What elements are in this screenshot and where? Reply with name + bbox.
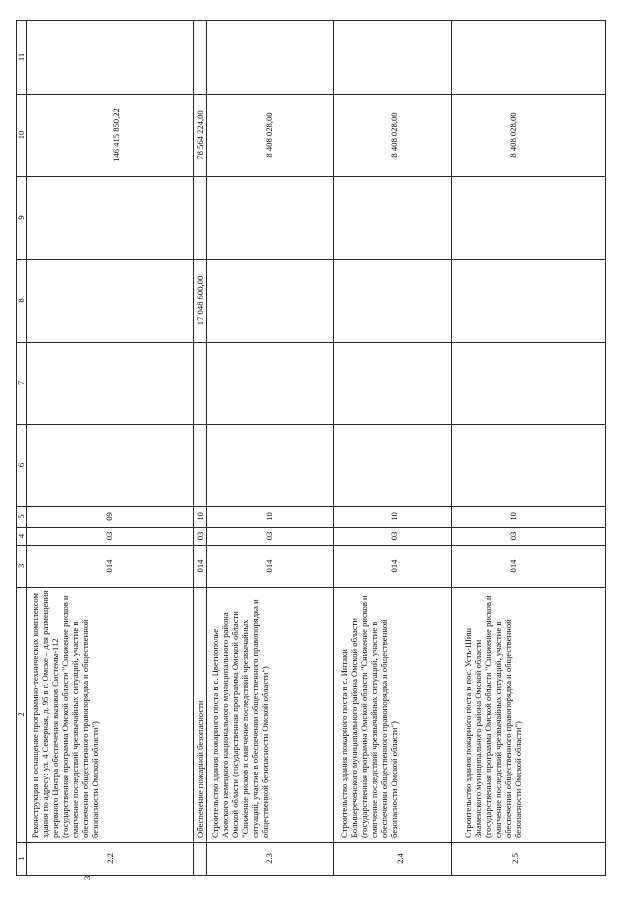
row-number: 2.2 <box>105 853 115 864</box>
header-cell: 9 <box>16 215 26 220</box>
table-border-right <box>605 20 606 875</box>
cell-c4: 03 <box>389 531 399 541</box>
header-cell: 2 <box>16 712 26 717</box>
row-number: 2.5 <box>510 853 520 864</box>
header-cell: 4 <box>16 533 26 539</box>
row-divider <box>333 20 334 875</box>
cell-c4: 03 <box>508 531 518 541</box>
cell-c3: 014 <box>195 559 205 573</box>
cell-c3: 014 <box>264 559 274 573</box>
cell-c5: 09 <box>104 512 114 521</box>
column-divider <box>16 342 606 343</box>
column-divider <box>16 424 606 425</box>
cell-c10: 8 408 028,00 <box>264 112 274 158</box>
cell-c10: 146 415 850,22 <box>111 108 121 162</box>
row-divider <box>193 20 194 875</box>
header-cell: 3 <box>16 563 26 569</box>
cell-c5: 10 <box>264 512 274 521</box>
header-cell: 8 <box>16 298 26 303</box>
row-name: Строительство здания пожарного поста в с. Интаки Большереченского муниципального района Омской области (государственная программа Омской области "Снижение рисков и смягчение последствий чрезвычайных ситуаций, участие в обеспечении общественного правопорядка и общественной безопасности Омской области") <box>339 595 399 838</box>
header-cell: 5 <box>16 514 26 519</box>
cell-c3: 014 <box>104 559 114 573</box>
cell-c3: 014 <box>508 559 518 573</box>
cell-c5: 10 <box>508 512 518 521</box>
cell-c4: 03 <box>195 531 205 541</box>
table-border-bottom <box>16 875 606 876</box>
cell-c5: 10 <box>389 512 399 521</box>
cell-c3: 014 <box>389 559 399 573</box>
cell-c5: 10 <box>195 512 205 521</box>
cell-c10: 8 408 028,00 <box>389 112 399 158</box>
row-name: Реконструкция и оснащение программно-технических комплексом здания по адресу: ул. 4 Северная, д. 95 в г. Омске – для размещения резервного Центра обеспечения вызовов Системы-112 (государственная программа Омской области "Снижение рисков и смягчение последствий чрезвычайных ситуаций, участие в обеспечении общественного правопорядка и общественной безопасности Омской области") <box>30 590 100 838</box>
page-number: 3 <box>82 875 92 880</box>
row-name: Обеспечение пожарной безопасности <box>195 700 205 838</box>
column-divider <box>16 587 606 588</box>
row-name: Строительство здания пожарного поста в пос. Усть-Шиш Знаменского муниципального района Омской области (государственная программа Омской области "Снижение рисков и смягчение последствий чрезвычайных ситуаций, участие в обеспечении общественного правопорядка и общественной безопасности Омской области") <box>463 595 523 838</box>
row-number: 2.4 <box>395 853 405 864</box>
cell-c10: 78 564 224,00 <box>195 110 205 160</box>
row-divider <box>26 20 27 875</box>
header-cell: 1 <box>16 856 26 861</box>
header-cell: 7 <box>16 380 26 386</box>
row-number: 2.3 <box>264 853 274 864</box>
header-cell: 11 <box>16 52 26 62</box>
cell-c10: 8 408 028,00 <box>508 112 518 158</box>
cell-c4: 03 <box>264 531 274 541</box>
table-border-top <box>16 20 606 21</box>
header-cell: 6 <box>16 462 26 468</box>
cell-c4: 03 <box>104 531 114 541</box>
cell-c8: 17 048 600,00 <box>195 275 205 326</box>
column-divider <box>16 176 606 177</box>
column-divider <box>16 259 606 260</box>
row-divider <box>206 20 207 875</box>
header-cell: 10 <box>16 130 26 140</box>
row-name: Строительство здания пожарного поста в с. Цветнополье Азовского немецкого национального муниципального района Омской области (государственная программа Омской области "Снижение рисков и смягчение последствий чрезвычайных ситуаций, участие в обеспечении общественного правопорядка и общественной безопасности Омской области") <box>210 599 270 838</box>
row-divider <box>451 20 452 875</box>
